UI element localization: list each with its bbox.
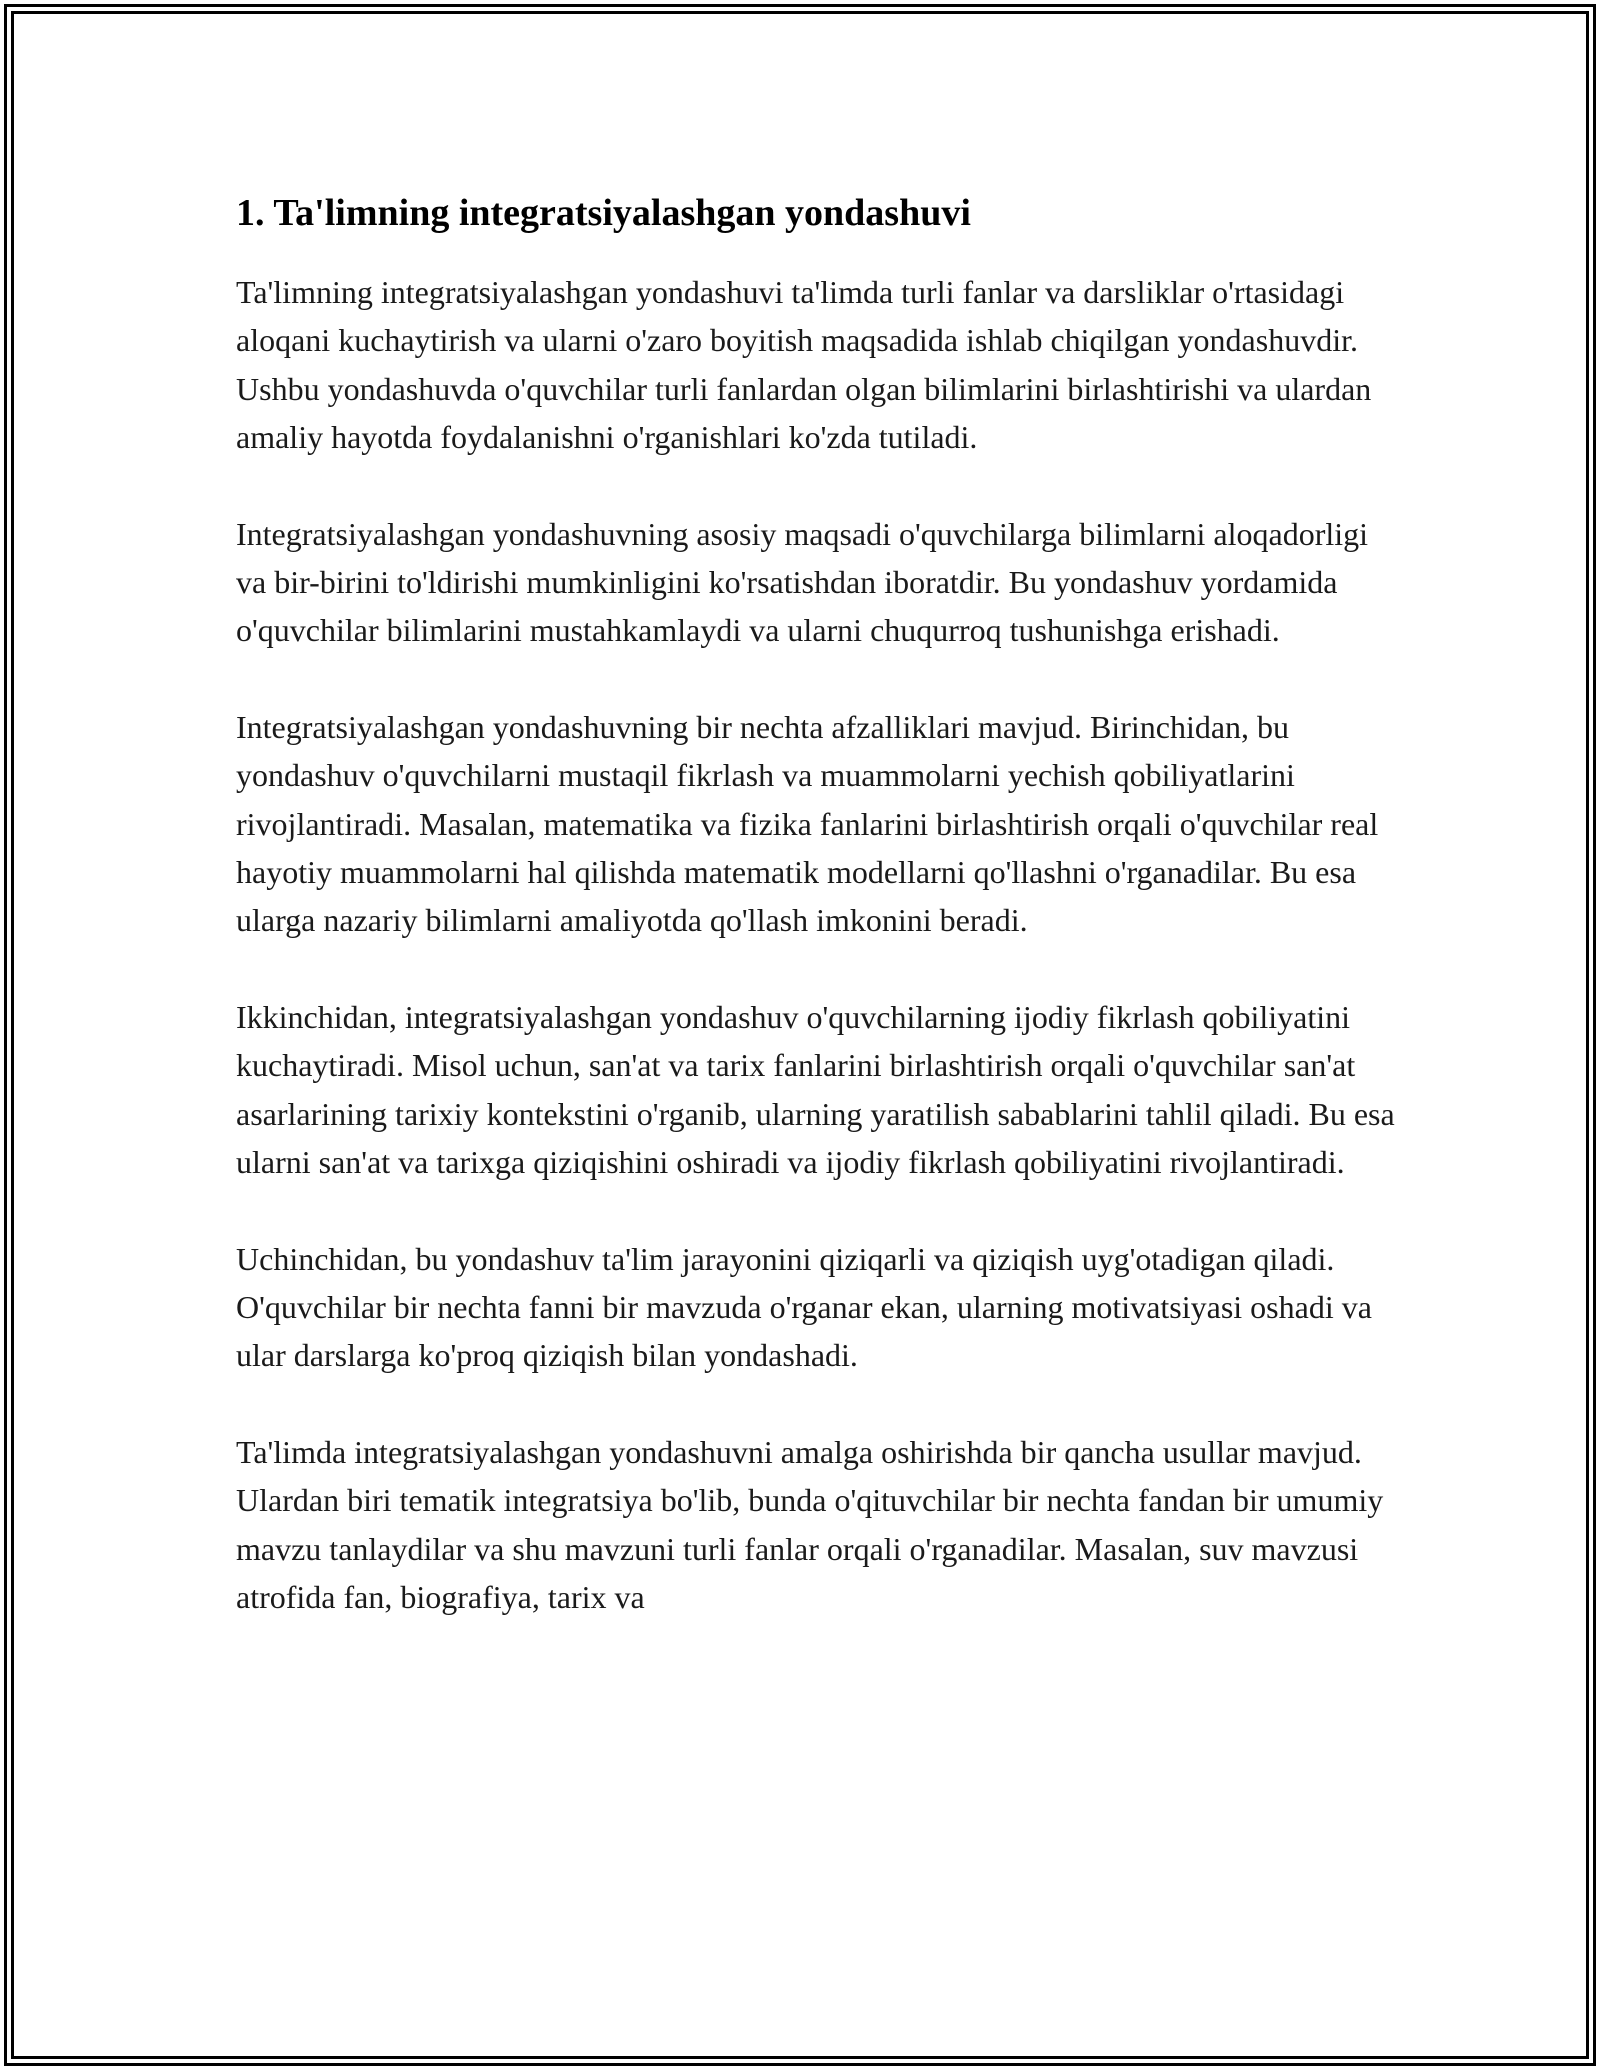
- paragraph-2: Integratsiyalashgan yondashuvning asosiy maqsadi o'quvchilarga bilimlarni aloqadorligi va bir-birini to'ldirishi mumkinligini ko'rsatishdan iboratdir. Bu yondashuv yordamida o'quvchilar bilimlarini mustahkamlaydi va ularni chuqurroq tushunishga erishadi.: [236, 515, 1369, 649]
- paragraph-4: Ikkinchidan, integratsiyalashgan yondashuv o'quvchilarning ijodiy fikrlash qobiliyatini kuchaytiradi. Misol uchun, san'at va tarix fanlarini birlashtirish orqali o'quvchilar san'at asarlarining tarixiy kontekstini o'rganib, ularning yaratilish sabablarini tahlil qiladi. Bu esa ularni san'at va tarixga qiziqishini oshiradi va ijodiy fikrlash qobiliyatini rivojlantiradi.: [236, 998, 1395, 1181]
- paragraph-5: Uchinchidan, bu yondashuv ta'lim jarayonini qiziqarli va qiziqish uyg'otadigan qiladi. O'quvchilar bir nechta fanni bir mavzuda o'rganar ekan, ularning motivatsiyasi oshadi va ular darslarga ko'proq qiziqish bilan yondashadi.: [236, 1240, 1372, 1374]
- paragraph-1: Ta'limning integratsiyalashgan yondashuvi ta'limda turli fanlar va darsliklar o'rtasidagi aloqani kuchaytirish va ularni o'zaro boyitish maqsadida ishlab chiqilgan yondashuvdir. Ushbu yondashuvda o'quvchilar turli fanlardan olgan bilimlarini birlashtirishi va ulardan amaliy hayotda foydalanishni o'rganishlari ko'zda tutiladi.: [236, 274, 1372, 456]
- paragraph-3: Integratsiyalashgan yondashuvning bir nechta afzalliklari mavjud. Birinchidan, bu yondashuv o'quvchilarni mustaqil fikrlash va muammolarni yechish qobiliyatlarini rivojlantiradi. Masalan, matematika va fizika fanlarini birlashtirish orqali o'quvchilar real hayotiy muammolarni hal qilishda matematik modellarni qo'llashni o'rganadilar. Bu esa ularga nazariy bilimlarni amaliyotda qo'llash imkonini beradi.: [236, 708, 1379, 939]
- document-body: [236, 186, 1406, 1669]
- document-title: 1. Ta'limning integratsiyalashgan yondashuvi: [236, 192, 971, 234]
- paragraph-6: Ta'limda integratsiyalashgan yondashuvni amalga oshirishda bir qancha usullar mavjud. Ulardan biri tematik integratsiya bo'lib, bunda o'qituvchilar bir nechta fandan bir umumiy mavzu tanlaydilar va shu mavzuni turli fanlar orqali o'rganadilar. Masalan, suv mavzusi atrofida fan, biografiya, tarix va: [236, 1433, 1384, 1615]
